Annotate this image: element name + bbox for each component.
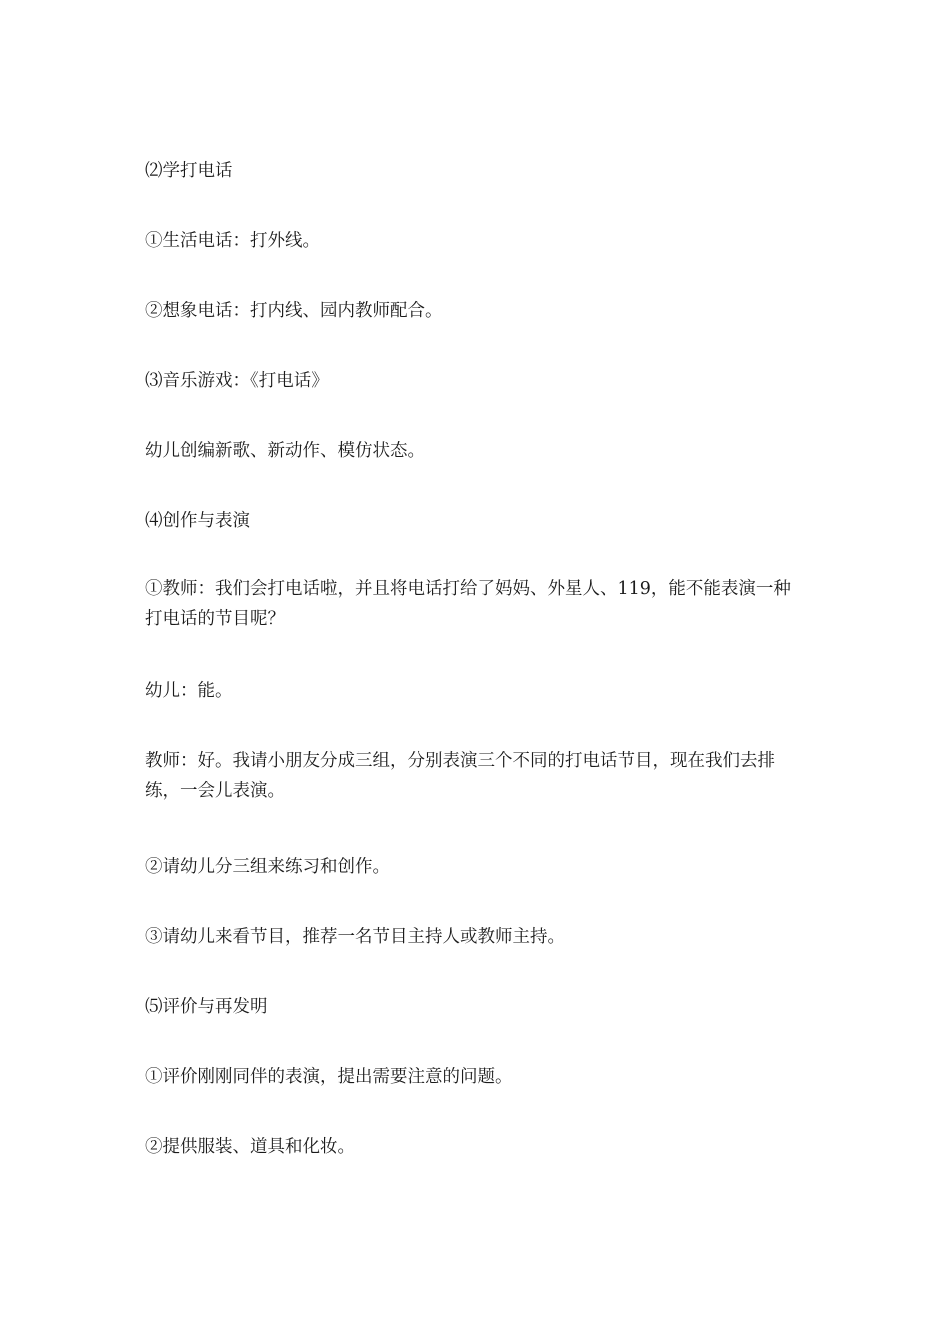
list-item-group-practice: ②请幼儿分三组来练习和创作。 (145, 857, 390, 877)
list-item-teacher-question: ①教师：我们会打电话啦，并且将电话打给了妈妈、外星人、119，能不能表演一种打电话的节目呢？ (145, 579, 791, 629)
paragraph-children-answer: 幼儿：能。 (145, 681, 233, 701)
paragraph-teacher-instruction: 教师：好。我请小朋友分成三组，分别表演三个不同的打电话节目，现在我们去排练，一会儿表演。 (145, 751, 775, 801)
list-item-provide-costumes: ②提供服装、道具和化妆。 (145, 1137, 355, 1157)
list-item-imagine-phone: ②想象电话：打内线、园内教师配合。 (145, 301, 443, 321)
paragraph-children-create: 幼儿创编新歌、新动作、模仿状态。 (145, 441, 425, 461)
list-item-life-phone: ①生活电话：打外线。 (145, 231, 320, 251)
list-item-evaluate-peers: ①评价刚刚同伴的表演，提出需要注意的问题。 (145, 1067, 513, 1087)
section-heading-evaluate: ⑸评价与再发明 (145, 997, 268, 1017)
list-item-watch-show: ③请幼儿来看节目，推荐一名节目主持人或教师主持。 (145, 927, 565, 947)
section-heading-learn-phone: ⑵学打电话 (145, 161, 233, 181)
section-heading-create-perform: ⑷创作与表演 (145, 511, 250, 531)
section-heading-music-game: ⑶音乐游戏：《打电话》 (145, 371, 329, 391)
